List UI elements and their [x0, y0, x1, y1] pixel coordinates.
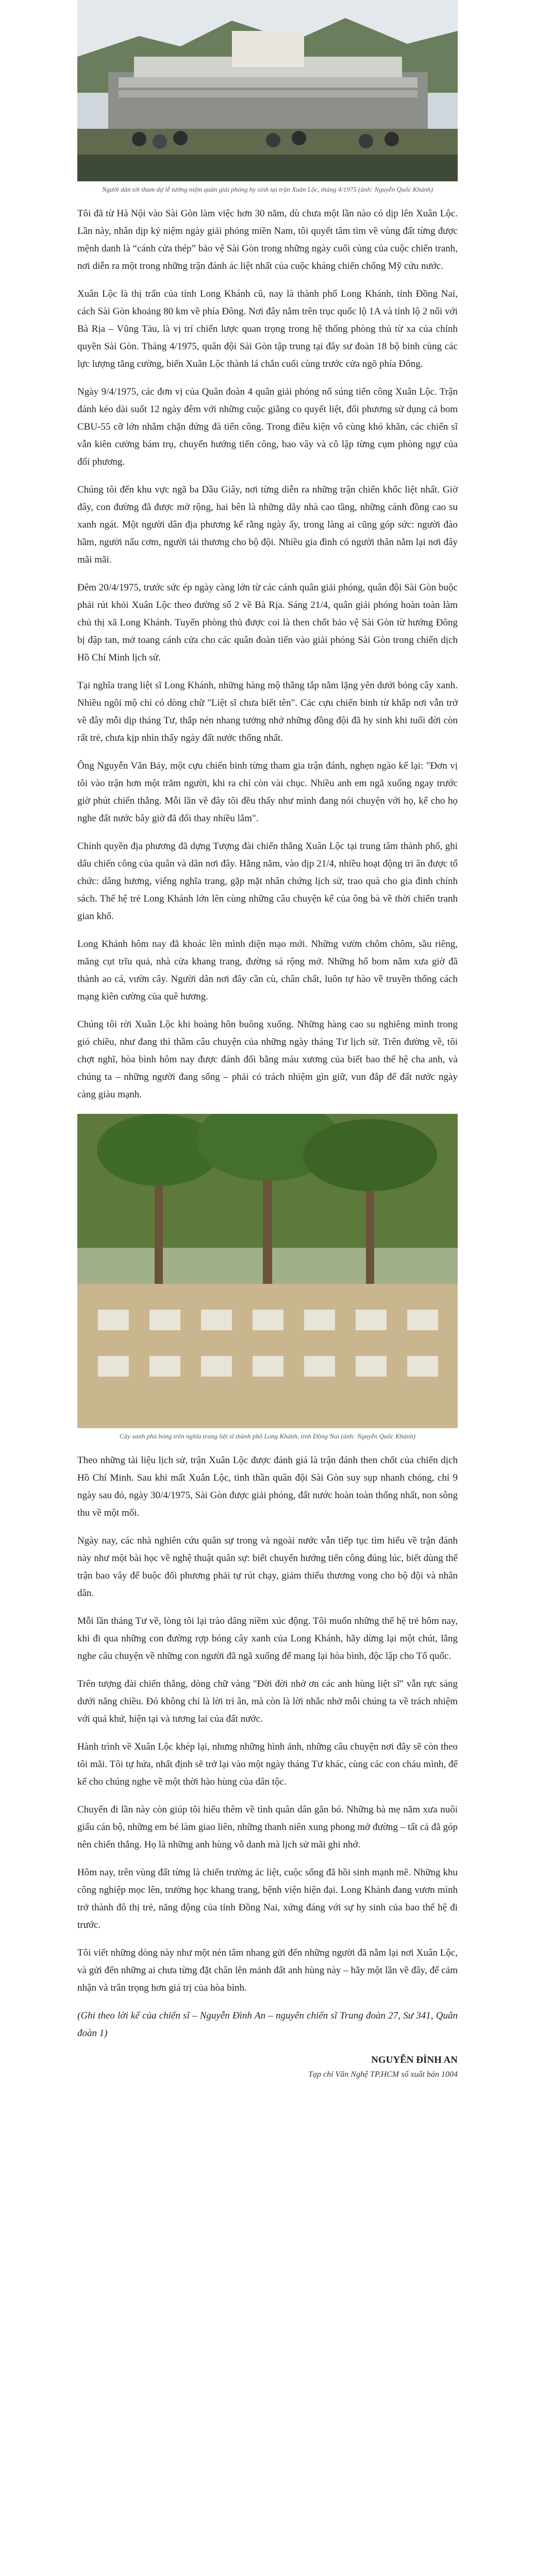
photo2-caption: Cây xanh phủ bóng trên nghĩa trang liệt sĩ thành phố Long Khánh, tỉnh Đồng Nai (ảnh: Nguyễn Quốc Khánh) [119, 1432, 416, 1440]
paragraph-6: Tại nghĩa trang liệt sĩ Long Khánh, những hàng mộ thẳng tắp nằm lặng yên dưới bóng cây xanh. Nhiều ngôi mộ chỉ có dòng chữ "Liệt sĩ chưa biết tên". Các cựu chiến binh từ khắp nơi vẫn trở về đây mỗi dịp tháng Tư, thắp nén nhang tưởng nhớ những đồng đội đã hy sinh khi tuổi đời còn rất trẻ, chưa kịp nhìn thấy ngày đất nước thống nhất. [77, 680, 458, 743]
paragraph-1: Tôi đã từ Hà Nội vào Sài Gòn làm việc hơn 30 năm, dù chưa một lần nào có dịp lên Xuân Lộc. Lần này, nhân dịp kỷ niệm ngày giải phóng miền Nam, tôi quyết tâm tìm về vùng đất từng được mệnh danh là “cánh cửa thép” bảo vệ Sài Gòn trong những ngày cuối cùng của cuộc chiến tranh, nơi diễn ra một trong những trận đánh ác liệt nhất của cuộc kháng chiến chống Mỹ cứu nước. [77, 208, 458, 272]
author-name: NGUYỄN ĐÌNH AN [371, 2055, 458, 2065]
paragraph-7: Ông Nguyễn Văn Bảy, một cựu chiến binh từng tham gia trận đánh, nghẹn ngào kể lại: "Đơn vị tôi vào trận hơn một trăm người, khi ra chỉ còn vài chục. Nhiều anh em ngã xuống ngay trước giờ phút chiến thắng. Mỗi lần về đây tôi đều thấy như mình đang nói chuyện với họ, kể cho họ nghe đất nước bây giờ đã đổi thay nhiều lắm". [77, 760, 458, 824]
paragraph-14: Trên tượng đài chiến thắng, dòng chữ vàng "Đời đời nhớ ơn các anh hùng liệt sĩ" vẫn rực sáng dưới nắng chiều. Đó không chỉ là lời tri ân, mà còn là lời nhắc nhở mỗi chúng ta về trách nhiệm với quá khứ, hiện tại và tương lai của đất nước. [77, 1679, 458, 1724]
paragraph-4: Chúng tôi đến khu vực ngã ba Dầu Giây, nơi từng diễn ra những trận chiến khốc liệt nhất. Giờ đây, con đường đã được mở rộng, hai bên là những dãy nhà cao tầng, những cánh đồng cao su xanh ngát. Một người dân địa phương kể rằng ngày ấy, trong làng ai cũng góp sức: người đào hầm, người nấu cơm, người tải thương cho bộ đội. Nhiều gia đình có người thân nằm lại nơi đây mãi mãi. [77, 484, 458, 565]
paragraph-17: Hôm nay, trên vùng đất từng là chiến trường ác liệt, cuộc sống đã hồi sinh mạnh mẽ. Những khu công nghiệp mọc lên, trường học khang trang, bệnh viện hiện đại. Long Khánh đang vươn mình trở thành đô thị trẻ, năng động của tỉnh Đồng Nai, xứng đáng với sự hy sinh của bao thế hệ đi trước. [77, 1867, 458, 1930]
paragraph-3: Ngày 9/4/1975, các đơn vị của Quân đoàn 4 quân giải phóng nổ súng tiến công Xuân Lộc. Trận đánh kéo dài suốt 12 ngày đêm với những cuộc giằng co quyết liệt, đối phương sử dụng cả bom CBU-55 cỡ lớn nhằm chặn đứng đà tiến công. Trong điều kiện vô cùng khó khăn, các chiến sĩ vẫn kiên cường bám trụ, chuyển hướng tiến công, bao vây và cô lập từng cụm phòng ngự của đối phương. [77, 386, 458, 467]
photo-caption: Người dân tới tham dự lễ tưởng niệm quân giải phóng hy sinh tại trận Xuân Lộc, tháng 4/1975 (ảnh: Nguyễn Quốc Khánh) [102, 185, 433, 193]
author-role: Tạp chí Văn Nghệ TP.HCM số xuất bản 1004 [308, 2070, 458, 2079]
article-photo-cemetery [77, 1114, 458, 1428]
paragraph-9: Long Khánh hôm nay đã khoác lên mình diện mạo mới. Những vườn chôm chôm, sầu riêng, măng cụt trĩu quả, nhà cửa khang trang, đường sá rộng mở. Những hố bom năm xưa giờ đã thành ao cá, vườn cây. Người dân nơi đây cần cù, chân chất, luôn tự hào về truyền thống cách mạng kiên cường của quê hương. [77, 939, 458, 1002]
article [77, 0, 458, 2081]
author-signature [77, 2053, 458, 2081]
paragraph-11: Theo những tài liệu lịch sử, trận Xuân Lộc được đánh giá là trận đánh then chốt của chiến dịch Hồ Chí Minh. Sau khi mất Xuân Lộc, tinh thần quân đội Sài Gòn suy sụp nhanh chóng, chỉ 9 ngày sau đó, ngày 30/4/1975, Sài Gòn được giải phóng, đất nước hoàn toàn thống nhất, non sông thu về một mối. [77, 1455, 458, 1518]
paragraph-2: Xuân Lộc là thị trấn của tỉnh Long Khánh cũ, nay là thành phố Long Khánh, tỉnh Đồng Nai, cách Sài Gòn khoảng 80 km về phía Đông. Nơi đây nằm trên trục quốc lộ 1A và tỉnh lộ 2 nối với Bà Rịa – Vũng Tàu, là vị trí chiến lược quan trọng trong hệ thống phòng thủ từ xa của chính quyền Sài Gòn. Tháng 4/1975, quân đội Sài Gòn tập trung tại đây sư đoàn 18 bộ binh cùng các lực lượng tăng cường, biến Xuân Lộc thành lá chắn cuối cùng trước cửa ngõ phía Đông. [77, 289, 458, 369]
paragraph-15: Hành trình về Xuân Lộc khép lại, nhưng những hình ảnh, những câu chuyện nơi đây sẽ còn theo tôi mãi. Tôi tự hứa, nhất định sẽ trở lại vào một ngày tháng Tư khác, cùng các con cháu mình, để kể cho chúng nghe về một thời hào hùng của dân tộc. [77, 1741, 458, 1787]
paragraph-5: Đêm 20/4/1975, trước sức ép ngày càng lớn từ các cánh quân giải phóng, quân đội Sài Gòn buộc phải rút khỏi Xuân Lộc theo đường số 2 về Bà Rịa. Sáng 21/4, quân giải phóng hoàn toàn làm chủ thị xã Long Khánh. Tuyến phòng thủ được coi là then chốt bảo vệ Sài Gòn từ hướng Đông bị đập tan, mở toang cánh cửa cho các quân đoàn tiến vào giải phóng Sài Gòn trong chiến dịch Hồ Chí Minh lịch sử. [77, 582, 458, 663]
paragraph-13: Mỗi lần tháng Tư về, lòng tôi lại trào dâng niềm xúc động. Tôi muốn những thế hệ trẻ hôm nay, khi đi qua những con đường rợp bóng cây xanh của Long Khánh, hãy dừng lại một chút, lắng nghe câu chuyện về những con người đã ngã xuống để mang lại hòa bình, độc lập cho Tổ quốc. [77, 1616, 458, 1662]
article-photo-memorial [77, 0, 458, 181]
author-note: (Ghi theo lời kể của chiến sĩ – Nguyễn Đình An – nguyên chiến sĩ Trung đoàn 27, Sư 341, Quân đoàn 1) [77, 2010, 458, 2039]
paragraph-12: Ngày nay, các nhà nghiên cứu quân sự trong và ngoài nước vẫn tiếp tục tìm hiểu về trận đánh này như một bài học về nghệ thuật quân sự: biết chuyển hướng tiến công đúng lúc, biết dùng thế trận bao vây để buộc đối phương phải tự rút chạy, giảm thiểu thương vong cho bộ đội và nhân dân. [77, 1535, 458, 1599]
paragraph-16: Chuyến đi lần này còn giúp tôi hiểu thêm về tình quân dân gắn bó. Những bà mẹ năm xưa nuôi giấu cán bộ, những em bé làm giao liên, những thanh niên xung phong mở đường – tất cả đã góp nên chiến thắng. Họ là những anh hùng vô danh mà lịch sử mãi ghi nhớ. [77, 1804, 458, 1850]
paragraph-8: Chính quyền địa phương đã dựng Tượng đài chiến thắng Xuân Lộc tại trung tâm thành phố, ghi dấu chiến công của quân và dân nơi đây. Hằng năm, vào dịp 21/4, nhiều hoạt động tri ân được tổ chức: dâng hương, viếng nghĩa trang, gặp mặt nhân chứng lịch sử, trao quà cho gia đình chính sách. Thế hệ trẻ Long Khánh lớn lên cùng những câu chuyện kể của ông bà về thời chiến tranh gian khổ. [77, 841, 458, 922]
paragraph-10: Chúng tôi rời Xuân Lộc khi hoàng hôn buông xuống. Những hàng cao su nghiêng mình trong gió chiều, như đang thì thầm câu chuyện của những ngày tháng Tư lịch sử. Trên đường về, tôi chợt nghĩ, hòa bình hôm nay được đánh đổi bằng máu xương của biết bao thế hệ cha anh, và chúng ta – những người đang sống – phải có trách nhiệm gìn giữ, vun đắp để đất nước ngày càng giàu mạnh. [77, 1019, 458, 1100]
paragraph-18: Tôi viết những dòng này như một nén tâm nhang gửi đến những người đã nằm lại nơi Xuân Lộc, và gửi đến những ai chưa từng đặt chân lên mảnh đất anh hùng này – hãy một lần về đây, để cảm nhận và trân trọng hơn giá trị của hòa bình. [77, 1947, 458, 1993]
